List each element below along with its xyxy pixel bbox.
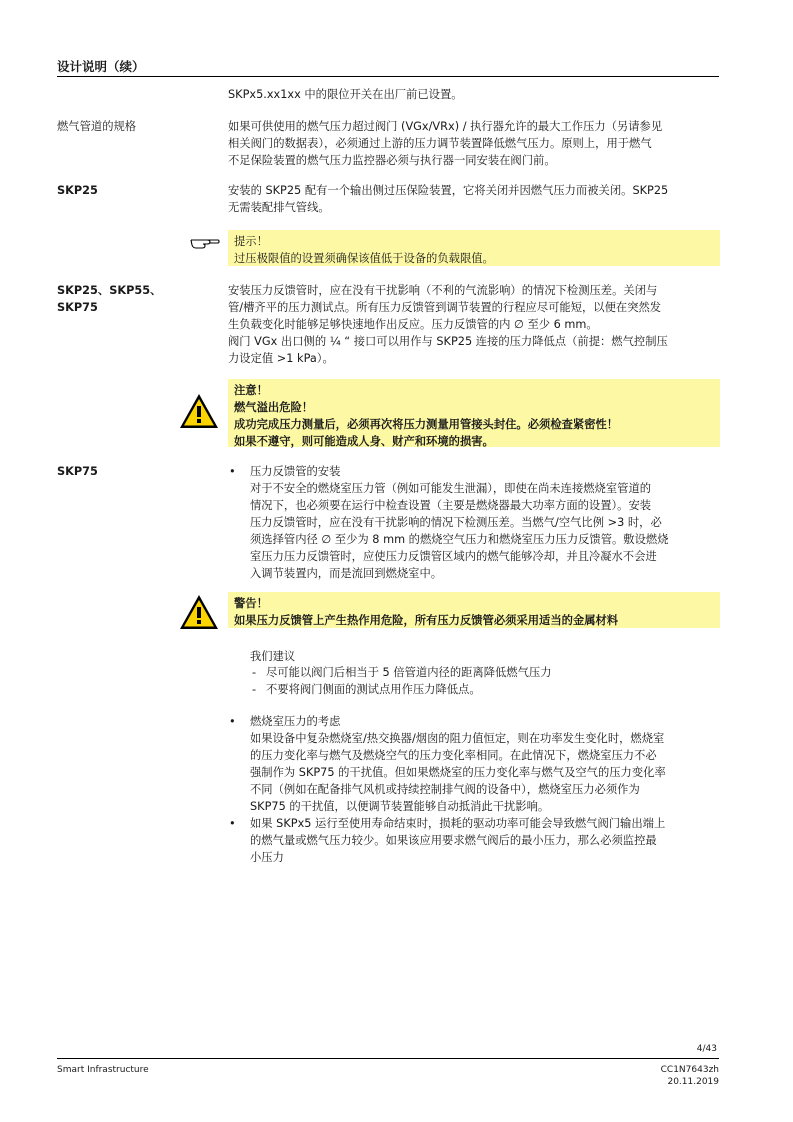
note-text: 过压极限值的设置须确保该值低于设备的负载限值。 — [234, 252, 494, 265]
warning-triangle-icon — [178, 593, 220, 631]
label-line: SKP25、SKP55、 — [57, 284, 162, 297]
label-line: SKP75 — [57, 301, 98, 314]
recommend-item: 尽可能以阀门后相当于 5 倍管道内径的距离降低燃气压力 — [266, 666, 552, 679]
bullet: • — [229, 715, 236, 728]
skp75-install-text — [250, 463, 720, 582]
text-line: 相关阀门的数据表），必须通过上游的压力调节装置降低燃气压力。原则上，用于燃气 — [228, 137, 652, 150]
dash: - — [252, 666, 257, 679]
text-line: 不同（例如在配备排气风机或持续控制排气阀的设备中），燃烧室压力必须作为 — [250, 783, 640, 796]
skp-multi-text — [228, 282, 720, 367]
text-line: 强制作为 SKP75 的干扰值。但如果燃烧室的压力变化率与燃气及空气的压力变化率 — [250, 766, 666, 779]
skp-multi-label — [57, 282, 161, 316]
text-line: 的燃气量或燃气压力较少。如果该应用要求燃气阀后的最小压力，那么必须监控最 — [250, 834, 657, 847]
header-divider — [57, 76, 719, 77]
bullet: • — [229, 465, 236, 478]
gas-pipe-text — [228, 118, 720, 169]
gas-pipe-label: 燃气管道的规格 — [57, 120, 137, 133]
dash: - — [252, 683, 257, 696]
text-line: 安装的 SKP25 配有一个输出侧过压保险装置，它将关闭并因燃气压力而被关闭。SKP25 — [228, 184, 669, 197]
text-line: 对于不安全的燃烧室压力管（例如可能发生泄漏），即使在尚未连接燃烧室管道的 — [250, 482, 652, 495]
footer-doc-info — [661, 1064, 719, 1088]
skp25-label: SKP25 — [57, 184, 98, 197]
warning-line: 警告！ — [234, 597, 268, 610]
footer-company: Smart Infrastructure — [57, 1065, 149, 1075]
warning-box-heat — [228, 592, 720, 628]
bullet-title: 燃烧室压力的考虑 — [250, 715, 341, 728]
text-line: 入调节装置内，而是流回到燃烧室中。 — [250, 567, 443, 580]
recommend-title: 我们建议 — [250, 650, 296, 663]
text-line: SKP75 的干扰值，以便调节装置能够自动抵消此干扰影响。 — [250, 800, 550, 813]
warning-line: 如果不遵守，则可能造成人身、财产和环境的损害。 — [234, 435, 494, 448]
combustion-text — [250, 713, 720, 815]
text-line: 如果可供使用的燃气压力超过阀门 (VGx/VRx) / 执行器允许的最大工作压力（另请参见 — [228, 120, 663, 133]
skpx5-lifetime-text — [250, 815, 720, 866]
note-box — [228, 230, 720, 266]
doc-date: 20.11.2019 — [667, 1077, 719, 1087]
text-line: 室压力压力反馈管时，应使压力反馈管区域内的燃气能够冷却，并且冷凝水不会进 — [250, 550, 657, 563]
text-line: 压力反馈管时，应在没有干扰影响的情况下检测压差。当燃气/空气比例 >3 时，必 — [250, 516, 662, 529]
skp25-text — [228, 182, 720, 216]
footer-divider — [57, 1058, 719, 1059]
text-line: 须选择管内径 ∅ 至少为 8 mm 的燃烧空气压力和燃烧室压力压力反馈管。敷设燃烧 — [250, 533, 669, 546]
warning-line: 燃气溢出危险！ — [234, 401, 314, 414]
recommend-item: 不要将阀门侧面的测试点用作压力降低点。 — [266, 683, 481, 696]
bullet: • — [229, 817, 236, 830]
warning-line: 注意！ — [234, 384, 268, 397]
text-line: 无需装配排气管线。 — [228, 201, 330, 214]
text-line: 不足保险装置的燃气压力监控器必须与执行器一同安装在阀门前。 — [228, 154, 556, 167]
text-line: 小压力 — [250, 851, 284, 864]
skp75-label: SKP75 — [57, 465, 98, 478]
text-line: 阀门 VGx 出口侧的 ¼ “ 接口可以用作与 SKP25 连接的压力降低点（前提：燃气控制压 — [228, 335, 668, 348]
text-line: 生负载变化时能够足够快速地作出反应。压力反馈管的内 ∅ 至少 6 mm。 — [228, 318, 598, 331]
note-title: 提示！ — [234, 235, 268, 248]
doc-id: CC1N7643zh — [660, 1065, 719, 1075]
text-line: 的压力变化率与燃气及燃烧空气的压力变化率相同。在此情况下，燃烧室压力不必 — [250, 749, 657, 762]
text-line: 管/槽齐平的压力测试点。所有压力反馈管到调节装置的行程应尽可能短，以便在突然发 — [228, 301, 662, 314]
warning-line: 如果压力反馈管上产生热作用危险，所有压力反馈管必须采用适当的金属材料 — [234, 614, 619, 627]
intro-line: SKPx5.xx1xx 中的限位开关在出厂前已设置。 — [228, 88, 463, 101]
bullet-title: 压力反馈管的安装 — [250, 465, 341, 478]
page-number: 4/43 — [696, 1044, 717, 1054]
text-line: 情况下，也必须要在运行中检查设置（主要是燃烧器最大功率方面的设置）。安装 — [250, 499, 652, 512]
text-line: 如果 SKPx5 运行至使用寿命结束时，损耗的驱动功率可能会导致燃气阀门输出端上 — [250, 817, 666, 830]
warning-box-gas — [228, 379, 720, 447]
warning-line: 成功完成压力测量后，必须再次将压力测量用管接头封住。必须检查紧密性！ — [234, 418, 619, 431]
text-line: 力设定值 >1 kPa）。 — [228, 352, 334, 365]
text-line: 如果设备中复杂燃烧室/热交换器/烟囱的阻力值恒定，则在功率发生变化时，燃烧室 — [250, 732, 665, 745]
warning-triangle-icon — [178, 392, 220, 430]
text-line: 安装压力反馈管时，应在没有干扰影响（不利的气流影响）的情况下检测压差。关闭与 — [228, 284, 658, 297]
page-header-title: 设计说明（续） — [57, 59, 145, 74]
pointing-hand-icon — [190, 232, 220, 252]
